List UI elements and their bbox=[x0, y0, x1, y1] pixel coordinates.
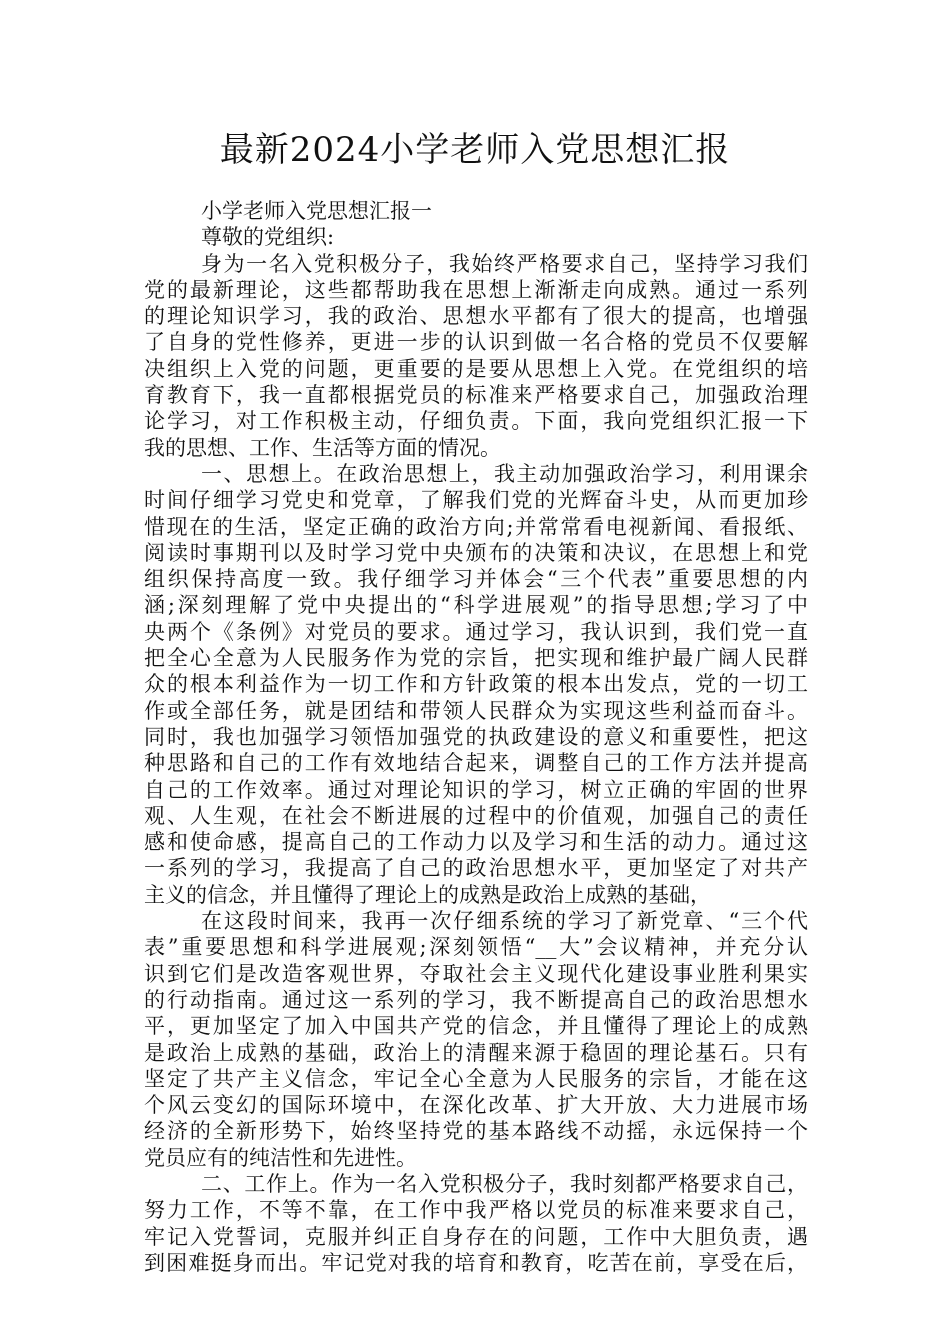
body-line: 作或全部任务，就是团结和带领人民群众为实现这些利益而奋斗。 bbox=[144, 698, 808, 723]
body-line: 身为一名入党积极分子，我始终严格要求自己，坚持学习我们 bbox=[201, 251, 808, 276]
body-line: 党员应有的纯洁性和先进性。 bbox=[144, 1145, 417, 1170]
body-line: 央两个《条例》对党员的要求。通过学习，我认识到，我们党一直 bbox=[144, 619, 808, 644]
body-line: 的理论知识学习，我的政治、思想水平都有了很大的提高，也增强 bbox=[144, 304, 808, 329]
body-line: 一、思想上。在政治思想上，我主动加强政治学习，利用课余 bbox=[201, 461, 808, 486]
body-line: 一系列的学习，我提高了自己的政治思想水平，更加坚定了对共产 bbox=[144, 856, 808, 881]
body-line: 感和使命感，提高自己的工作动力以及学习和生活的动力。通过这 bbox=[144, 830, 808, 855]
body-line: 论学习，对工作积极主动，仔细负责。下面，我向党组织汇报一下 bbox=[144, 409, 808, 434]
body-line: 的行动指南。通过这一系列的学习，我不断提高自己的政治思想水 bbox=[144, 987, 808, 1012]
body-line: 把全心全意为人民服务作为党的宗旨，把实现和维护最广阔人民群 bbox=[144, 646, 808, 671]
document-body bbox=[144, 198, 808, 1276]
body-line: 决组织上入党的问题，更重要的是要从思想上入党。在党组织的培 bbox=[144, 356, 808, 381]
body-line: 到困难挺身而出。牢记党对我的培育和教育，吃苦在前，享受在后， bbox=[144, 1250, 808, 1275]
body-line: 识到它们是改造客观世界，夺取社会主义现代化建设事业胜利果实 bbox=[144, 961, 808, 986]
body-line: 育教育下，我一直都根据党员的标准来严格要求自己，加强政治理 bbox=[144, 383, 808, 408]
body-line: 种思路和自己的工作有效地结合起来，调整自己的工作方法并提高 bbox=[144, 751, 808, 776]
body-line: 是政治上成熟的基础，政治上的清醒来源于稳固的理论基石。只有 bbox=[144, 1040, 808, 1065]
body-line: 众的根本利益作为一切工作和方针政策的根本出发点，党的一切工 bbox=[144, 672, 808, 697]
document-title: 最新2024小学老师入党思想汇报 bbox=[219, 130, 731, 170]
body-line: 涵;深刻理解了党中央提出的“科学进展观”的指导思想;学习了中 bbox=[144, 593, 808, 618]
body-line: 表”重要思想和科学进展观;深刻领悟“__大”会议精神，并充分认 bbox=[144, 935, 808, 960]
body-line: 二、工作上。作为一名入党积极分子，我时刻都严格要求自己， bbox=[201, 1171, 808, 1196]
body-line: 坚定了共产主义信念，牢记全心全意为人民服务的宗旨，才能在这 bbox=[144, 1066, 808, 1091]
body-line: 平，更加坚定了加入中国共产党的信念，并且懂得了理论上的成熟 bbox=[144, 1014, 808, 1039]
body-line: 主义的信念，并且懂得了理论上的成熟是政治上成熟的基础， bbox=[144, 882, 711, 907]
body-line: 自己的工作效率。通过对理论知识的学习，树立正确的牢固的世界 bbox=[144, 777, 808, 802]
body-line: 我的思想、工作、生活等方面的情况。 bbox=[144, 435, 501, 460]
body-line: 时间仔细学习党史和党章，了解我们党的光辉奋斗史，从而更加珍 bbox=[144, 488, 808, 513]
body-line: 观、人生观，在社会不断进展的过程中的价值观，加强自己的责任 bbox=[144, 803, 808, 828]
body-line: 尊敬的党组织: bbox=[201, 225, 335, 250]
body-line: 惜现在的生活，坚定正确的政治方向;并常常看电视新闻、看报纸、 bbox=[144, 514, 808, 539]
body-line: 了自身的党性修养，更进一步的认识到做一名合格的党员不仅要解 bbox=[144, 330, 808, 355]
body-line: 组织保持高度一致。我仔细学习并体会“三个代表”重要思想的内 bbox=[144, 567, 808, 592]
body-line: 同时，我也加强学习领悟加强党的执政建设的意义和重要性，把这 bbox=[144, 724, 808, 749]
body-line: 个风云变幻的国际环境中，在深化改革、扩大开放、大力进展市场 bbox=[144, 1093, 808, 1118]
body-line: 经济的全新形势下，始终坚持党的基本路线不动摇，永远保持一个 bbox=[144, 1119, 808, 1144]
body-line: 牢记入党誓词，克服并纠正自身存在的问题，工作中大胆负责，遇 bbox=[144, 1224, 808, 1249]
body-line: 努力工作，不等不靠，在工作中我严格以党员的标准来要求自己， bbox=[144, 1198, 808, 1223]
body-line: 小学老师入党思想汇报一 bbox=[201, 199, 432, 223]
body-line: 在这段时间来，我再一次仔细系统的学习了新党章、“三个代 bbox=[201, 909, 808, 934]
body-line: 党的最新理论，这些都帮助我在思想上渐渐走向成熟。通过一系列 bbox=[144, 277, 808, 302]
body-line: 阅读时事期刊以及时学习党中央颁布的决策和决议，在思想上和党 bbox=[144, 540, 808, 565]
